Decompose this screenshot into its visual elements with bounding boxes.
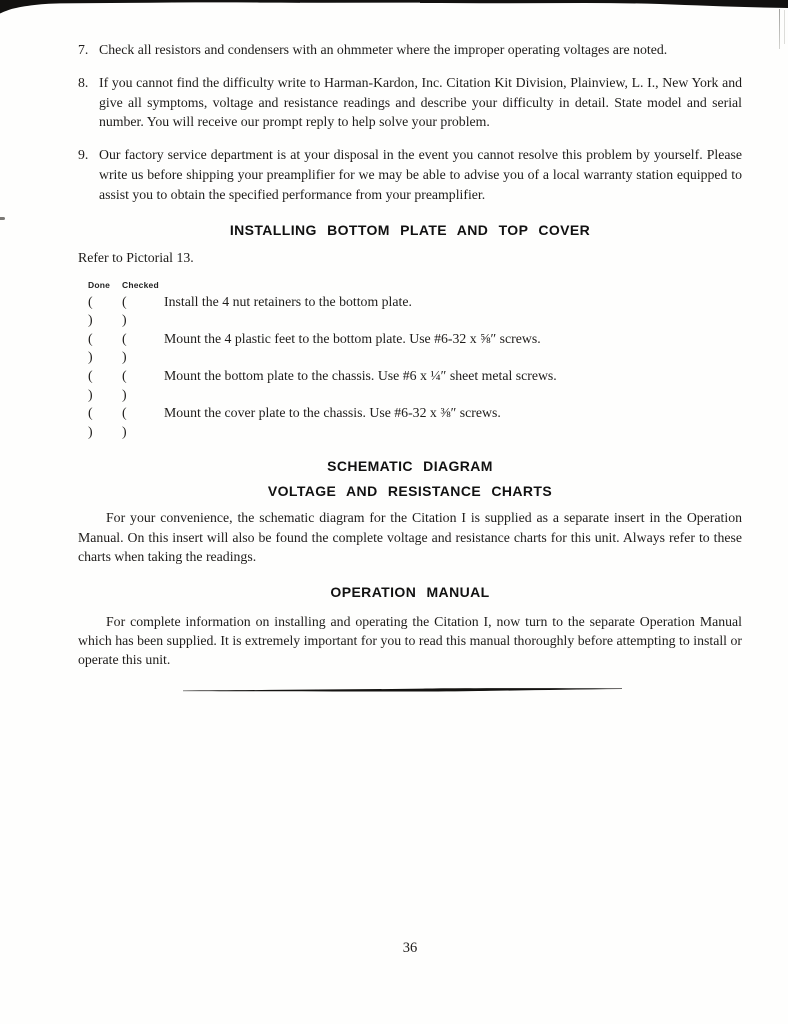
checklist-column-headers [88,280,742,290]
column-header-checked: Checked [122,279,159,290]
divider-rule [183,684,623,694]
list-item-8 [78,73,742,132]
checklist-step-text: Mount the 4 plastic feet to the bottom plate. Use #6-32 x ⅝″ screws. [164,330,541,346]
scan-right-edge-artifact [779,9,780,49]
checklist-row [88,404,742,441]
operation-paragraph: For complete information on installing and operating the Citation I, now turn to the separate Operation Manual which has been supplied. It is extremely important for you to read this manual thoroughly before attempting to install or operate this unit. [78,613,742,668]
section-heading-schematic: SCHEMATIC DIAGRAM [327,458,493,475]
checkbox-done: ( ) [88,367,100,402]
list-item-text: Our factory service department is at your disposal in the event you cannot resolve this problem by yourself. Please write us before shipping your preamplifier for we may be able to advise you of a local warranty station equipped to assist you to obtain the specified performance from your preamplifier. [99,147,742,202]
list-item-text: Check all resistors and condensers with an ohmmeter where the improper operating voltages are noted. [99,42,668,57]
checkbox-done: ( ) [88,330,100,365]
list-item-number: 8. [78,74,89,90]
section-heading-charts: VOLTAGE AND RESISTANCE CHARTS [267,483,553,500]
checklist-step-text: Mount the cover plate to the chassis. Use #6-32 x ⅜″ screws. [164,405,501,421]
refer-note: Refer to Pictorial 13. [78,249,194,265]
checkbox-checked: ( ) [122,330,134,365]
checkbox-done: ( ) [88,293,100,328]
scan-top-edge-artifact [0,0,788,16]
checkbox-checked: ( ) [122,405,134,439]
section-heading-operation: OPERATION MANUAL [330,583,490,600]
list-item-9 [78,145,742,204]
checkbox-done: ( ) [88,405,100,439]
manual-page-content [78,40,742,684]
scan-right-edge-artifact-2 [784,10,785,44]
checklist-row [88,330,742,367]
scan-left-edge-mark [0,217,5,220]
list-item-number: 9. [78,147,89,163]
list-item-number: 7. [78,42,89,57]
schematic-paragraph: For your convenience, the schematic diagram for the Citation I is supplied as a separate insert in the Operation Manual. On this insert will also be found the complete voltage and resistance charts for this unit. Always refer to these charts when taking the readings. [78,510,742,565]
checklist-row [88,293,742,330]
checklist-step-text: Mount the bottom plate to the chassis. Use #6 x ¼″ sheet metal screws. [164,367,557,383]
checklist-row [88,367,742,404]
checkbox-checked: ( ) [122,367,134,402]
list-item-text: If you cannot find the difficulty write to Harman-Kardon, Inc. Citation Kit Division, Plainview, L. I., New York and give all symptoms, voltage and resistance readings and describe your difficulty in detail. State model and serial number. You will receive our prompt reply to help solve your problem. [99,74,742,130]
section-heading-installing: INSTALLING BOTTOM PLATE AND TOP COVER [229,221,591,238]
checklist-step-text: Install the 4 nut retainers to the bottom plate. [164,293,412,309]
checkbox-checked: ( ) [122,293,134,328]
list-item-7 [78,40,742,60]
column-header-done: Done [88,279,111,290]
page-number: 36 [402,940,418,956]
